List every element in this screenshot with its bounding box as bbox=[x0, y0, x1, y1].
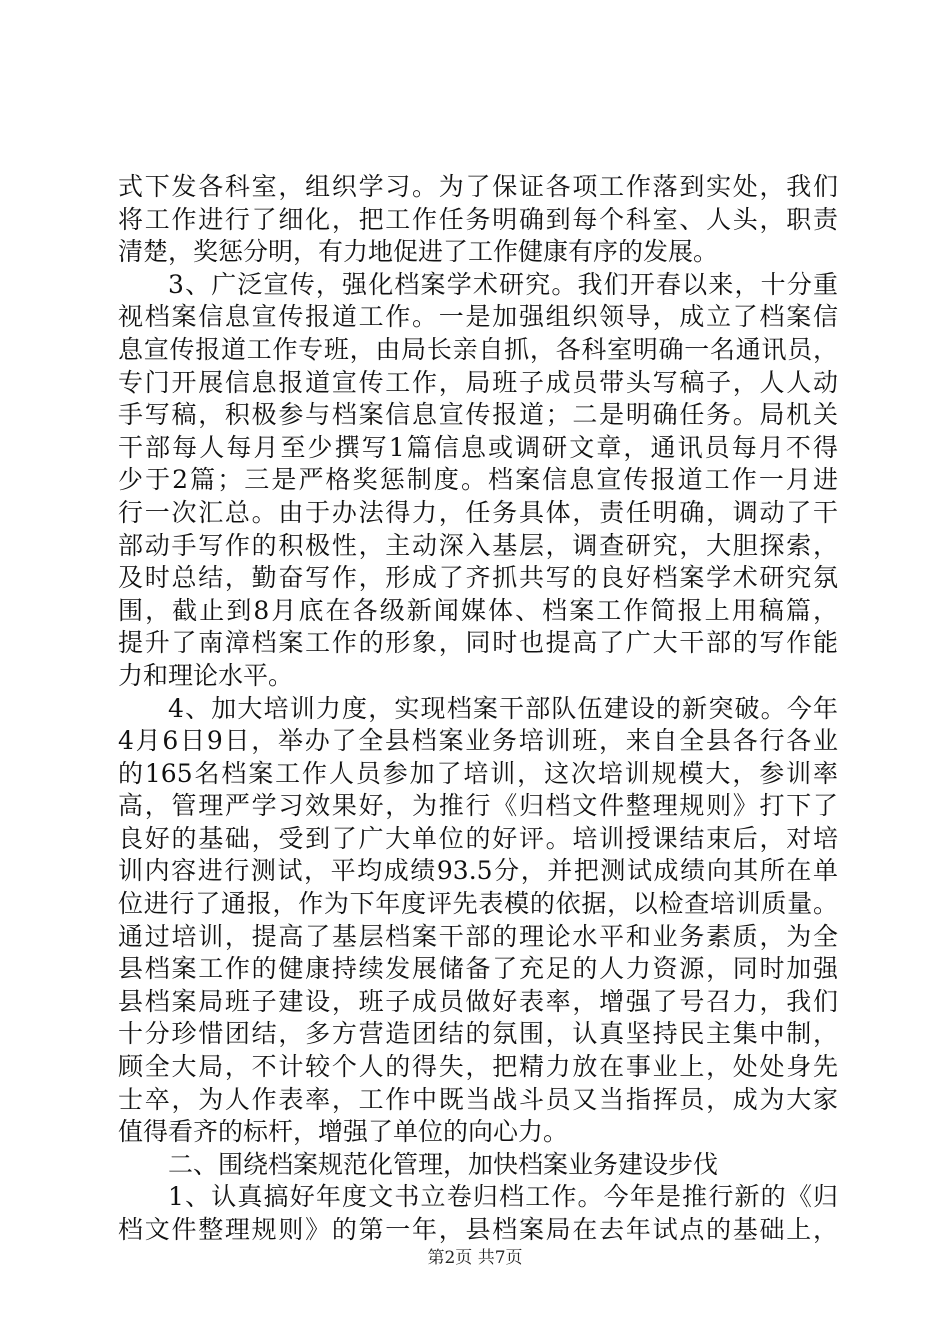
text-line: 1、认真搞好年度文书立卷归档工作。今年是推行新的《归 bbox=[168, 1182, 838, 1212]
text-line: 将工作进行了细化，把工作任务明确到每个科室、人头，职责 bbox=[118, 204, 838, 234]
text-line: 顾全大局，不计较个人的得失，把精力放在事业上，处处身先 bbox=[118, 1052, 838, 1082]
text-line: 及时总结，勤奋写作，形成了齐抓共写的良好档案学术研究氛 bbox=[118, 563, 838, 593]
page-footer: 第2页 共7页 bbox=[427, 1248, 523, 1268]
text-line: 干部每人每月至少撰写1篇信息或调研文章，通讯员每月不得 bbox=[118, 432, 838, 462]
text-line: 档文件整理规则》的第一年，县档案局在去年试点的基础上， bbox=[118, 1215, 838, 1244]
text-line: 通过培训，提高了基层档案干部的理论水平和业务素质，为全 bbox=[118, 921, 838, 951]
text-line: 值得看齐的标杆，增强了单位的向心力。 bbox=[118, 1117, 569, 1147]
text-line: 高，管理严学习效果好，为推行《归档文件整理规则》打下了 bbox=[118, 791, 838, 821]
text-line: 士卒，为人作表率，工作中既当战斗员又当指挥员，成为大家 bbox=[118, 1084, 838, 1114]
text-line: 4月6日9日，举办了全县档案业务培训班，来自全县各行各业 bbox=[118, 726, 838, 756]
text-line: 提升了南漳档案工作的形象，同时也提高了广大干部的写作能 bbox=[118, 628, 838, 658]
text-line: 手写稿，积极参与档案信息宣传报道；二是明确任务。局机关 bbox=[118, 400, 838, 430]
text-line: 专门开展信息报道宣传工作，局班子成员带头写稿子，人人动 bbox=[118, 367, 838, 397]
text-line: 县档案工作的健康持续发展储备了充足的人力资源，同时加强 bbox=[118, 954, 838, 984]
text-line: 十分珍惜团结，多方营造团结的氛围，认真坚持民主集中制， bbox=[118, 1019, 838, 1049]
text-line: 少于2篇；三是严格奖惩制度。档案信息宣传报道工作一月进 bbox=[118, 465, 838, 495]
text-line: 清楚，奖惩分明，有力地促进了工作健康有序的发展。 bbox=[118, 237, 719, 267]
text-line: 训内容进行测试，平均成绩93.5分，并把测试成绩向其所在单 bbox=[118, 856, 838, 886]
text-line: 县档案局班子建设，班子成员做好表率，增强了号召力，我们 bbox=[118, 986, 838, 1016]
text-line: 4、加大培训力度，实现档案干部队伍建设的新突破。今年 bbox=[168, 693, 838, 723]
text-line: 力和理论水平。 bbox=[118, 660, 294, 690]
text-line: 位进行了通报，作为下年度评先表模的依据，以检查培训质量。 bbox=[118, 889, 838, 919]
text-line: 部动手写作的积极性，主动深入基层，调查研究，大胆探索， bbox=[118, 530, 838, 560]
text-line: 良好的基础，受到了广大单位的好评。培训授课结束后，对培 bbox=[118, 823, 838, 853]
text-line: 式下发各科室，组织学习。为了保证各项工作落到实处，我们 bbox=[118, 172, 838, 201]
text-line: 二、围绕档案规范化管理，加快档案业务建设步伐 bbox=[168, 1149, 719, 1179]
text-line: 视档案信息宣传报道工作。一是加强组织领导，成立了档案信 bbox=[118, 302, 838, 332]
text-line: 息宣传报道工作专班，由局长亲自抓，各科室明确一名通讯员， bbox=[118, 334, 838, 364]
text-line: 行一次汇总。由于办法得力，任务具体，责任明确，调动了干 bbox=[118, 497, 838, 527]
document-body bbox=[118, 171, 838, 1247]
text-line: 的165名档案工作人员参加了培训，这次培训规模大，参训率 bbox=[118, 758, 838, 788]
text-line: 围，截止到8月底在各级新闻媒体、档案工作简报上用稿篇， bbox=[118, 595, 838, 625]
text-line: 3、广泛宣传，强化档案学术研究。我们开春以来，十分重 bbox=[168, 269, 838, 299]
